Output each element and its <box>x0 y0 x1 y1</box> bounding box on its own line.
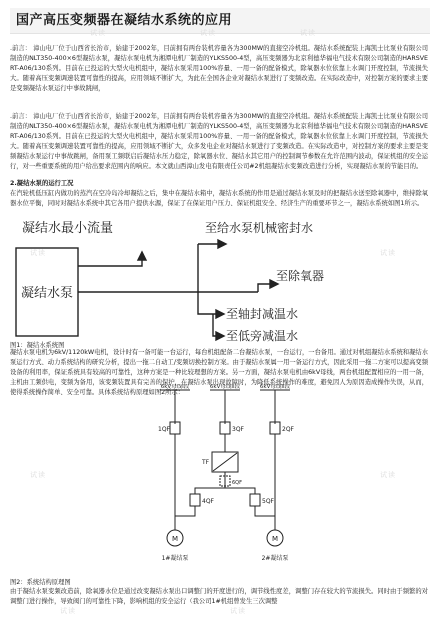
min-flow-line <box>78 256 142 266</box>
operating-paragraph: 在汽轮机低压缸内做功的蒸汽在空冷岛冷却凝结之后，集中在凝结水箱中，凝结水系统的作用是通过凝结水泵及时的把凝结水送至除氧器中，维持除氧器水位平衡，同时对凝结水系统中其它各用户提供水源，保证了在保证用户压力、保证机组安全、经济生产的重要环节之一，凝结水系统如图1所示。 <box>10 190 428 207</box>
bus2-label: 6kV母线II段 <box>209 384 241 390</box>
breaker-3qf: 3QF <box>232 426 244 433</box>
motor-2-label: M <box>271 535 279 543</box>
watermark: 试读 <box>380 471 396 479</box>
shaft-seal-label: 至轴封减温水 <box>226 307 299 321</box>
pump1-label: 1#凝结泵 <box>161 555 189 562</box>
seal-water-label: 至给水泵机械密封水 <box>205 221 314 235</box>
figure1-caption: 图1：凝结水系统图 <box>10 342 65 349</box>
watermark: 试读 <box>60 607 76 615</box>
bus1-label: 6kV母线I段 <box>160 384 190 390</box>
watermark: 试读 <box>30 471 46 479</box>
watermark: 试读 <box>200 29 216 37</box>
watermark: 试读 <box>30 249 46 257</box>
system-structure-diagram <box>150 384 320 572</box>
control-paragraph: 由于凝结水泵变频改造前，除氧器水位是通过改变凝结水泵出口调整门的开度进行的，调节线性度差，调整门存在较大的节流损失。同时由于频繁的对调整门进行操作，导致阀门的可靠性下降，影响机组的安全运行（我公司1#机组曾发生三次调整 <box>10 588 428 605</box>
transformer-label: TF <box>202 459 210 466</box>
lp-bypass-label: 至低旁减温水 <box>226 329 299 343</box>
breaker-5qf: 5QF <box>262 498 274 505</box>
document-title: 国产高压变频器在凝结水系统的应用 <box>10 8 430 34</box>
bus3-label: 6kV母线II段 <box>259 384 291 390</box>
intro-paragraph: .前言： 漳山电厂位于山西省长治市，始建于2002年，目前拥有两台装机容量各为300MW的直接空冷机组。凝结水系统配装上海凯士比泵业有限公司制造的NLT350-400×6型凝结水泵，凝结水泵电机为湘潭电机厂制造的YLKS500-4型，高压变频器为北京利德华福电气技术有限公司制造的HARSVERT-A06/130系列。目前在已投运的大型火电机组中，凝结水泵采用100%容量、一用一备的配备模式，除氧器水位依靠上水调门开度控制，节流损失大。随着高压变频调速装置可靠性的提高，应用领域不断扩大，为此在全国各企业对凝结水泵进行了变频改造。在实际改造中，对控制方案的要求主要是变频凝结水泵运行中事故跳闸， <box>10 45 428 92</box>
motor-1-label: M <box>171 535 179 543</box>
breaker-6qf: 6QF <box>232 480 242 486</box>
watermark: 试读 <box>300 29 316 37</box>
section-heading: 2.凝结水泵的运行工况 <box>10 180 74 187</box>
deaerator-label: 至除氧器 <box>276 269 325 283</box>
pump-label-1: 凝结水泵 <box>20 286 74 301</box>
design-paragraph: 凝结水泵电机为6kV/1120kW电机，设计时有一备可能一台运行，每台机组配备二台凝结水泵，一台运行，一台备用。通过对机组凝结水系统和凝结水泵运行方式、动力系统结构的研究分析，提出一拖二自动工/变频切换控制方案。由于凝结水泵属一用一备运行方式，因此采用一拖二方案可以提高变频设备的利用率，保证系统具有较高的可靠性，这种方案是一种比较理想的方案。另一方面，凝结水泵电机由6kV母线，两台机组配置相应的一用一备，主机由工频供电，变频为备用，该变频装置具有完善的保护，在凝结水泵出现故障时，为降低系统操作的难度，避免因人为原因造成操作失误，从而，使得系统操作简单、安全可靠。具体系统结构原理如图2所示： <box>10 349 428 396</box>
watermark: 试读 <box>380 249 396 257</box>
watermark: 试读 <box>90 29 106 37</box>
figure2-caption: 图2：系统结构原理图 <box>10 579 71 586</box>
foreword-paragraph: .前言： 漳山电厂位于山西省长治市，始建于2002年，目前拥有两台装机容量各为300MW的直接空冷机组。凝结水系统配装上海凯士比泵业有限公司制造的NLT350-400×6型凝结水泵，凝结水泵电机为湘潭电机厂制造的YLKS500-4型，高压变频器为北京利德华福电气技术有限公司制造的HARSVERT-A06/130系列。目前在已投运的大型火电机组中，凝结水泵采用100%容量、一用一备的配备模式，除氧器水位依靠上水调门开度控制，节流损失大。随着高压变频调速装置可靠性的提高，应用领域不断扩大，众多发电企业对凝结水泵进行了变频改造。在实际改造中，对控制方案的要求主要是变频凝结水泵运行中事故跳闸，备用泵工频联启后凝结水压力稳定，除氧器水位、凝结水其它用户的控制调节参数在允许范围内波动，保证机组的安全运行，对一些重要系统的用户给出要求范围内的响应。本文就山西漳山发电有限责任公司#2机组凝结水变频改造进行分析，实现凝结水泵的节能目的。 <box>10 113 428 170</box>
breaker-4qf: 4QF <box>202 498 214 505</box>
min-flow-label: 凝结水最小流量 <box>22 221 114 236</box>
watermark: 试读 <box>230 607 246 615</box>
breaker-2qf: 2QF <box>282 426 294 433</box>
breaker-1qf: 1QF <box>158 426 170 433</box>
pump2-label: 2#凝结泵 <box>261 555 289 562</box>
condensate-system-diagram <box>8 214 358 344</box>
